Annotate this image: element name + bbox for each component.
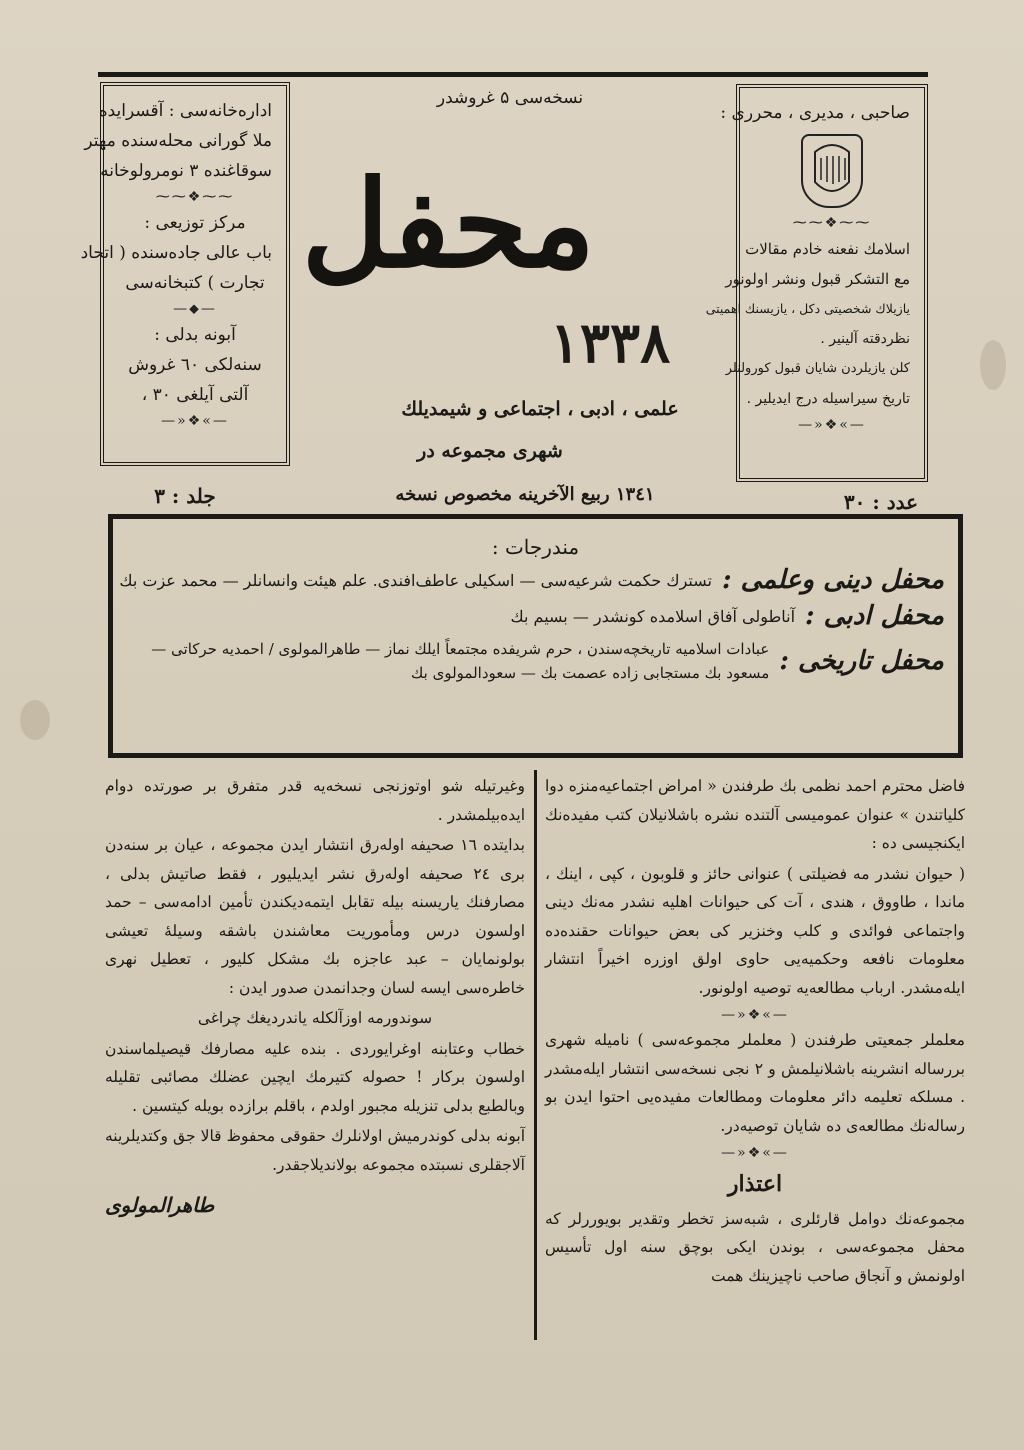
paper-stain (20, 700, 50, 740)
article-paragraph: معلملر جمعیتی طرفندن ( معلملر مجموعه‌سی ) نامیله شهری بررساله انشرینه باشلانیلمش و ٢ نجی نسخه‌سی انتشار ایله‌مشدر . مسلکه تعلیمه دائر معلومات ومطالعات مفیده‌یی احتوا ایدن بو رساله‌نك مطالعه‌ی ده شایان توصیه‌در. (545, 1031, 965, 1135)
article-paragraph: فاضل محترم احمد نظمی بك طرفندن « امراض اجتماعیه‌منزه دوا كلیاتندن » عنوان عمومیسی آلتنده نشره باشلانیلان کتب مفیده‌نك ایکنجیسی ده : (545, 777, 965, 852)
owner-label: صاحبی ، مدیری ، محرری : (720, 103, 910, 123)
verse-line: سوندورمه اوزآلكله یاندردیغك چراغی (197, 1009, 433, 1027)
ornament-divider: —»❖«— (161, 413, 229, 429)
toc-row-text: آناطولی آفاق اسلامده کونشدر — بسیم بك (510, 606, 796, 626)
ornament-divider: ⁓⁓❖⁓⁓ (792, 215, 872, 231)
admin-info-box (80, 82, 290, 466)
paper-stain (980, 340, 1006, 390)
column-divider (534, 770, 537, 1340)
subtitle-line: شهری مجموعه در (417, 440, 563, 462)
table-of-contents (108, 514, 963, 758)
subscription-label: آبونه بدلی : (154, 325, 236, 345)
distribution-line: باب عالی جاده‌سنده ( اتحاد (80, 243, 272, 263)
ornament-divider: —»❖«— (721, 1007, 789, 1023)
calligraphic-seal-icon (801, 134, 863, 208)
toc-row-text: عبادات اسلامیه تاریخچه‌سندن ، حرم شریفده مجتمعاً ایلك نماز — طاهرالمولوی / احمدیه حرکاتی — مسعود بك مستجابی زاده عصمت بك — سعودالمولوی بك (151, 640, 770, 682)
editor-info-box (705, 84, 928, 482)
left-column (105, 772, 525, 1220)
toc-row-label: محفل تاریخی : (779, 646, 944, 676)
ornament-divider: —»❖«— (721, 1145, 789, 1161)
distribution-label: مرکز توزیعی : (144, 213, 246, 233)
admin-address-line: سوقاغنده ٣ نومرولوخانه (100, 161, 272, 181)
policy-line: کلن یازیلردن شایان قبول کورولنلر (725, 361, 910, 376)
toc-row (127, 601, 944, 631)
admin-address-line: ملا گورانی محله‌سنده مهتر (84, 131, 272, 151)
toc-row-label: محفل دینی وعلمی : (721, 565, 944, 595)
subscription-half-year: آلتی آیلغی ٣٠ ، (141, 385, 249, 405)
policy-line: تاریخ سیراسیله درج ایدیلیر . (746, 391, 910, 407)
policy-line: نظردقته آلینیر . (820, 331, 910, 347)
author-signature: طاهرالمولوی (105, 1193, 215, 1217)
article-paragraph: مجموعه‌نك دوامل قارئلری ، شبه‌سز تخطر وتقدیر بویوررلر که محفل مجموعه‌سی ، بوندن ایکی بوچق سنه اول تأسیس اولونمش و آنجاق صاحب ناچیزینك همت (545, 1209, 965, 1285)
distribution-line: تجارت ) کتبخانه‌سی (125, 273, 265, 293)
article-paragraph: آبونه بدلی کوندرمیش اولانلرك حقوقی محفوظ قالا جق وکتدیلرینه آلاجقلری نسبتده مجموعه بولاندیلاجقدر. (105, 1127, 525, 1174)
issue-number: عدد : ٣٠ (843, 490, 919, 514)
date-line: ١٣٤١ ربیع الآخرینه مخصوص نسخه (395, 484, 655, 505)
ornament-divider: —»❖«— (798, 417, 866, 433)
top-rule (98, 72, 928, 77)
article-paragraph: وغیرتیله شو اوتوزنجی نسخه‌یه قدر متفرق بر صورتده دوام ایده‌بیلمشدر . (105, 777, 525, 824)
year-number: ١٣٣٨ (549, 310, 671, 376)
ornament-divider: —⬥— (173, 301, 217, 317)
policy-line: مع التشکر قبول ونشر اولونور (725, 270, 910, 288)
toc-row (127, 637, 944, 685)
article-paragraph: خطاب وعتابنه اوغرایوردی . بنده علیه مصارفك قیصیلماسندن اولسون برکار ! حصوله کتیرمك ایچین عضلك مصائبی تقلیله وبالطبع بدلی تنزیله مجبور اولدم ، باقلم برازده بویله کیتسین . (105, 1039, 525, 1115)
subtitle-line: علمی ، ادبی ، اجتماعی و شیمدیلك (401, 398, 679, 420)
newspaper-title: محفل (301, 154, 595, 295)
volume-number: جلد : ٣ (154, 484, 216, 508)
right-column (545, 772, 965, 1292)
article-paragraph: ( حیوان نشدر مه فضیلتی ) عنوانی حائز و قلوبون ، کپی ، اینك ، ماندا ، طاووق ، هندی ، آت کی حیوانات اهلیه نشدر مه‌نك دینی واجتماعی فوائدی و کلب وخنزیر کی بعض حیوانات حقنده‌ده معلومات نافعه وحکمیه‌یی حاوی اولق اوزره اخیراً انتشار ایله‌مشدر. ارباب مطالعه‌یه توصیه اولونور. (545, 864, 965, 997)
price-line: نسخه‌سی ۵ غروشدر (436, 88, 584, 108)
admin-address-line: اداره‌خانه‌سی : آقسرایده (98, 101, 272, 121)
toc-row (119, 565, 944, 595)
policy-line: یازیلاك شخصیتی دکل ، یازیسنك اهمیتی (705, 301, 910, 316)
toc-row-text: تسترك حكمت شرعیه‌سی — اسکیلی عاطف‌افندی. علم هیئت وانسانلر — محمد عزت بك (119, 570, 712, 590)
subscription-yearly: سنه‌لکی ٦٠ غروش (128, 355, 262, 375)
article-paragraph: بدایتده ١٦ صحیفه اوله‌رق انتشار ایدن مجموعه ، عیان بر سنه‌دن بری ٢٤ صحیفه اوله‌رق نشر ایدیلیور ، فقط صاتیش بدلی ، مصارفنك یاریسنه بیله تقابل ایتمه‌دیکندن تأمین ادامه‌سی – حمد اولسون درس ومأموریت معاشندن باشقه وسیله‌ٔ تعیشی بولونمایان – عبد عاجزه بك مشکل کلیور ، تعطیل نهری خاطره‌سی ایسه لسان وجدانمدن صدور ایدن : (105, 836, 525, 997)
toc-row-label: محفل ادبی : (805, 601, 944, 631)
ornament-divider: ⁓⁓❖⁓⁓ (155, 189, 235, 205)
toc-heading: مندرجات : (491, 535, 580, 559)
apology-title: اعتذار (727, 1171, 783, 1197)
policy-line: اسلامك نفعنه خادم مقالات (745, 240, 910, 258)
